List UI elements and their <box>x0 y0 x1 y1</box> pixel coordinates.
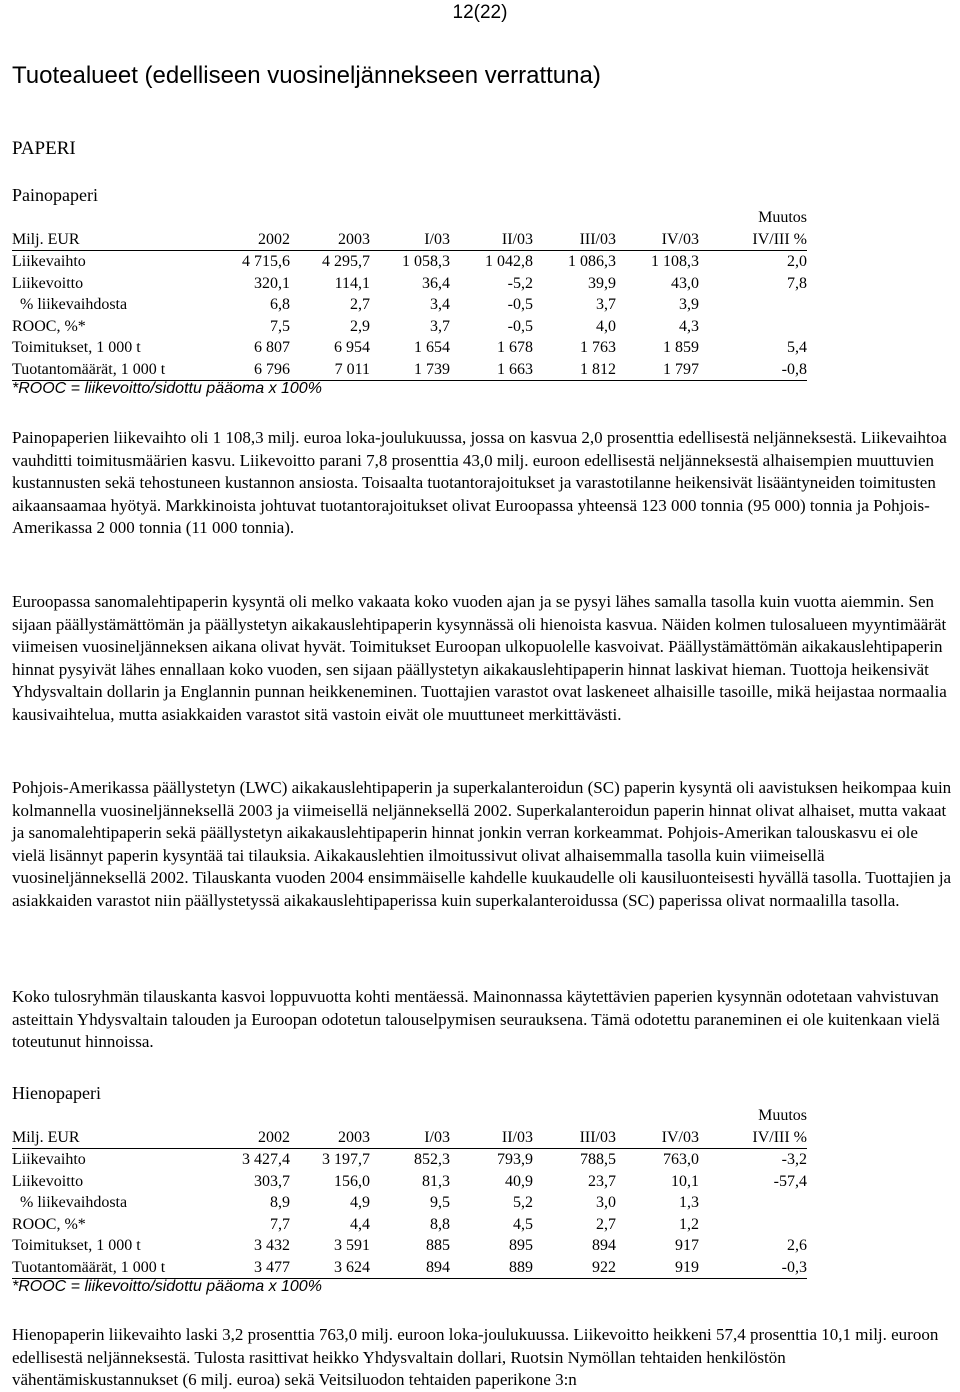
table-cell: 894 <box>592 1237 616 1254</box>
table-row <box>12 1171 807 1193</box>
table-cell: 1 763 <box>580 339 616 356</box>
table-cell: 6,8 <box>270 296 290 313</box>
table-cell: -57,4 <box>773 1172 807 1190</box>
table-cell: 889 <box>450 1257 533 1279</box>
table-cell: 1 678 <box>497 339 533 356</box>
painopaperi-heading: Painopaperi <box>12 185 98 205</box>
table-cell: 7,5 <box>270 317 290 335</box>
table-cell: 1,2 <box>679 1215 699 1233</box>
table-cell: 3,7 <box>596 296 616 313</box>
table-cell: 7,8 <box>787 274 807 292</box>
table-cell: 3 432 <box>254 1237 290 1254</box>
table-cell: 4,0 <box>596 317 616 335</box>
header-label: Milj. EUR <box>12 207 202 251</box>
header-change-line1: Muutos <box>758 1107 807 1124</box>
row-label: ROOC, %* <box>12 317 86 335</box>
rooc-footnote: *ROOC = liikevoitto/sidottu pääoma x 100% <box>12 1278 322 1295</box>
table-cell: 4,9 <box>350 1194 370 1211</box>
table-cell: -0,3 <box>699 1257 807 1279</box>
table-cell: 8,8 <box>430 1215 450 1233</box>
table-cell: 36,4 <box>422 274 450 292</box>
table-row <box>12 337 807 359</box>
row-label: Toimitukset, 1 000 t <box>12 1237 141 1254</box>
table-cell: 7 011 <box>290 359 370 381</box>
table-cell: 793,9 <box>497 1151 533 1168</box>
paragraph: Hienopaperin liikevaihto laski 3,2 prosenttia 763,0 milj. euroon loka-joulukuussa. Liikevoitto heikkeni 57,4 prosenttia 10,1 milj. euroon edellisestä neljänneksestä. Tulosta rasittivat heikko Yhdysvaltain dollari, Ruotsin Nymöllan tehtaiden henkilöstön vähentämiskustannukset (6 milj. euroa) sekä Veitsiluodon tehtaiden paperikone 3:n <box>12 1325 939 1389</box>
table-cell: 2,7 <box>596 1215 616 1233</box>
table-cell: 1 797 <box>616 359 699 381</box>
table-cell <box>699 294 807 316</box>
table-cell: 43,0 <box>671 274 699 292</box>
table-cell: 6 954 <box>334 339 370 356</box>
paragraph: Painopaperien liikevaihto oli 1 108,3 milj. euroa loka-joulukuussa, jossa on kasvua 2,0 prosenttia edellisestä neljänneksestä. Liikevaihtoa vauhditti toimitusmäärien kasvu. Liikevoitto parani 7,8 prosenttia 43,0 milj. euroon edellisestä neljänneksestä alhaisempien muuttuvien kustannusten sekä tehostuneen kustannon ansiosta. Toisaalta tuotantorajoitukset ja varastotilanne heikensivät lisääntyneiden toimitusten aikaansaamaa hyötyä. Markkinoista johtuvat tuotantorajoitukset olivat Euroopassa yhteensä 123 000 tonnia (95 000) tonnia ja Pohjois-Amerikassa 2 000 tonnia (11 000 tonnia). <box>12 428 947 537</box>
table-cell: 3,4 <box>430 296 450 313</box>
table-cell: 3 197,7 <box>322 1151 370 1168</box>
table-cell: 922 <box>533 1257 616 1279</box>
table-cell: 156,0 <box>334 1172 370 1190</box>
table-cell: -0,5 <box>507 296 533 313</box>
table-cell: 40,9 <box>505 1172 533 1190</box>
table-cell: -5,2 <box>507 274 533 292</box>
table-cell: 895 <box>509 1237 533 1254</box>
table-header-row <box>12 207 807 251</box>
table-cell: 9,5 <box>430 1194 450 1211</box>
table-cell <box>699 1214 807 1236</box>
table-row <box>12 359 807 381</box>
header-col: 2003 <box>290 207 370 251</box>
table-cell: 1,3 <box>679 1194 699 1211</box>
table-cell: 39,9 <box>588 274 616 292</box>
table-cell: 7,7 <box>270 1215 290 1233</box>
table-cell: 3,7 <box>430 317 450 335</box>
section-heading: PAPERI <box>12 138 76 159</box>
hienopaperi-heading: Hienopaperi <box>12 1083 101 1103</box>
row-label: Toimitukset, 1 000 t <box>12 339 141 356</box>
row-label: % liikevaihdosta <box>12 1194 128 1211</box>
header-change-line2: IV/III % <box>752 230 807 248</box>
table-cell: 1 812 <box>533 359 616 381</box>
table-cell: 6 796 <box>202 359 290 381</box>
table-row <box>12 1235 807 1257</box>
header-col: 2002 <box>202 1105 290 1149</box>
table-cell: 4 715,6 <box>242 253 290 270</box>
header-change <box>699 207 807 251</box>
page-title: Tuotealueet (edelliseen vuosineljännekseen verrattuna) <box>12 62 601 89</box>
row-label: Tuotantomäärät, 1 000 t <box>12 1257 202 1279</box>
table-cell: 894 <box>370 1257 450 1279</box>
table-cell: 5,2 <box>513 1194 533 1211</box>
paragraph: Koko tulosryhmän tilauskanta kasvoi loppuvuotta kohti mentäessä. Mainonnassa käytettävien paperien kysynnän odotetaan vahvistuvan asteittain Yhdysvaltain talouden ja Euroopan odotetun talouselpymisen seurauksena. Tämä odotettu paraneminen ei ole kuitenkaan vielä toteutunut hinnoissa. <box>12 987 940 1051</box>
row-label: % liikevaihdosta <box>12 296 128 313</box>
header-label: Milj. EUR <box>12 1105 202 1149</box>
header-col: III/03 <box>533 207 616 251</box>
header-col: II/03 <box>450 207 533 251</box>
table-cell: 320,1 <box>254 274 290 292</box>
table-row <box>12 1149 807 1171</box>
row-label: Tuotantomäärät, 1 000 t <box>12 359 202 381</box>
header-change-line2: IV/III % <box>752 1128 807 1146</box>
row-label: Liikevaihto <box>12 1151 86 1168</box>
header-col: III/03 <box>533 1105 616 1149</box>
hienopaperi-table <box>12 1105 807 1279</box>
header-col: II/03 <box>450 1105 533 1149</box>
row-label: Liikevoitto <box>12 274 84 292</box>
header-change <box>699 1105 807 1149</box>
table-cell: 1 739 <box>370 359 450 381</box>
table-cell: 788,5 <box>580 1151 616 1168</box>
table-cell <box>699 1192 807 1214</box>
table-cell: 852,3 <box>414 1151 450 1168</box>
header-col: I/03 <box>370 1105 450 1149</box>
table-cell: 917 <box>675 1237 699 1254</box>
table-cell: 3 477 <box>202 1257 290 1279</box>
table-cell: 1 042,8 <box>485 253 533 270</box>
table-cell: 10,1 <box>671 1172 699 1190</box>
table-cell: -0,8 <box>699 359 807 381</box>
table-cell: 1 654 <box>414 339 450 356</box>
table-cell: 1 663 <box>450 359 533 381</box>
table-cell: 1 058,3 <box>402 253 450 270</box>
table-cell: 5,4 <box>787 339 807 356</box>
table-row <box>12 1214 807 1236</box>
table-row <box>12 1192 807 1214</box>
table-cell: 6 807 <box>254 339 290 356</box>
table-cell: 3,9 <box>679 296 699 313</box>
table-cell: 885 <box>426 1237 450 1254</box>
table-row <box>12 273 807 295</box>
painopaperi-table <box>12 207 807 381</box>
table-cell: 114,1 <box>334 274 370 292</box>
table-cell: 1 086,3 <box>568 253 616 270</box>
table-cell: 2,6 <box>787 1237 807 1254</box>
table-cell: 2,7 <box>350 296 370 313</box>
table-cell: 23,7 <box>588 1172 616 1190</box>
table-cell: 3 427,4 <box>242 1151 290 1168</box>
table-cell: 3,0 <box>596 1194 616 1211</box>
table-cell <box>699 316 807 338</box>
table-cell: 2,9 <box>350 317 370 335</box>
header-col: 2003 <box>290 1105 370 1149</box>
table-row <box>12 294 807 316</box>
header-col: 2002 <box>202 207 290 251</box>
row-label: Liikevoitto <box>12 1172 84 1190</box>
table-cell: 81,3 <box>422 1172 450 1190</box>
paragraph: Euroopassa sanomalehtipaperin kysyntä oli melko vakaata koko vuoden ajan ja se pysyi lähes samalla tasolla kuin vuotta aiemmin. Sen sijaan päällystämättömän ja päällystetyn aikakauslehtipaperin kysynnässä oli hienoista kasvua. Näiden kolmen tulosalueen myyntimäärät viimeisen vuosineljänneksen aikana olivat hyvät. Toimitukset Euroopan ulkopuolelle kasvoivat. Päällystämättömän aikakauslehtipaperin hinnat pysyivät lähes ennallaan koko vuoden, sen sijaan päällystetyn aikakauslehtipaperin hinnat laskivat hieman. Tuottoja heikensivät Yhdysvaltain dollarin ja Englannin punnan heikkeneminen. Tuottajien varastot ovat laskeneet alhaisille tasoille, mikä heijastaa normaalia kausivaihtelua, mutta asiakkaiden varastot sitä vastoin eivät ole muuttuneet merkittävästi. <box>12 592 947 724</box>
table-row <box>12 1257 807 1279</box>
page-number: 12(22) <box>452 2 508 23</box>
table-row <box>12 251 807 273</box>
table-cell: 763,0 <box>663 1151 699 1168</box>
table-cell: 2,0 <box>787 253 807 270</box>
header-col: IV/03 <box>616 207 699 251</box>
table-cell: 3 591 <box>334 1237 370 1254</box>
table-row <box>12 316 807 338</box>
table-cell: -0,5 <box>507 317 533 335</box>
table-cell: 1 859 <box>663 339 699 356</box>
table-cell: 4,4 <box>350 1215 370 1233</box>
table-cell: 4,3 <box>679 317 699 335</box>
table-cell: 4 295,7 <box>322 253 370 270</box>
paragraph: Pohjois-Amerikassa päällystetyn (LWC) aikakauslehtipaperin ja superkalanteroidun (SC) paperin kysyntä oli aavistuksen heikompaa kuin kolmannella vuosineljänneksellä 2003 ja viimeisellä neljänneksellä 2002. Superkalanteroidun paperin hinnat olivat alhaiset, mutta vakaat ja sanomalehtipaperin sekä päällystetyn aikakauslehtipaperin hinnat jonkin verran korkeammat. Pohjois-Amerikan talouskasvu ei ole vielä lisännyt paperin kysyntää tai tilauksia. Aikakauslehtien ilmoitussivut olivat alhaisemmalla tasolla kuin viimeisellä vuosineljänneksellä 2002. Tilauskanta vuoden 2004 ensimmäiselle kahdelle kuukaudelle oli kausiluonteisesti hyvällä tasolla. Tuottajien ja asiakkaiden varastot niin päällystetyssä aikakauslehtipaperissa kuin superkalanteroidussa (SC) paperissa olivat normaalilla tasolla. <box>12 778 952 910</box>
row-label: Liikevaihto <box>12 253 86 270</box>
table-cell: 1 108,3 <box>651 253 699 270</box>
row-label: ROOC, %* <box>12 1215 86 1233</box>
table-cell: 4,5 <box>513 1215 533 1233</box>
rooc-footnote: *ROOC = liikevoitto/sidottu pääoma x 100% <box>12 380 322 397</box>
header-change-line1: Muutos <box>758 209 807 226</box>
table-cell: 3 624 <box>290 1257 370 1279</box>
table-cell: -3,2 <box>781 1151 807 1168</box>
table-cell: 919 <box>616 1257 699 1279</box>
header-col: I/03 <box>370 207 450 251</box>
table-cell: 8,9 <box>270 1194 290 1211</box>
table-cell: 303,7 <box>254 1172 290 1190</box>
table-header-row <box>12 1105 807 1149</box>
header-col: IV/03 <box>616 1105 699 1149</box>
